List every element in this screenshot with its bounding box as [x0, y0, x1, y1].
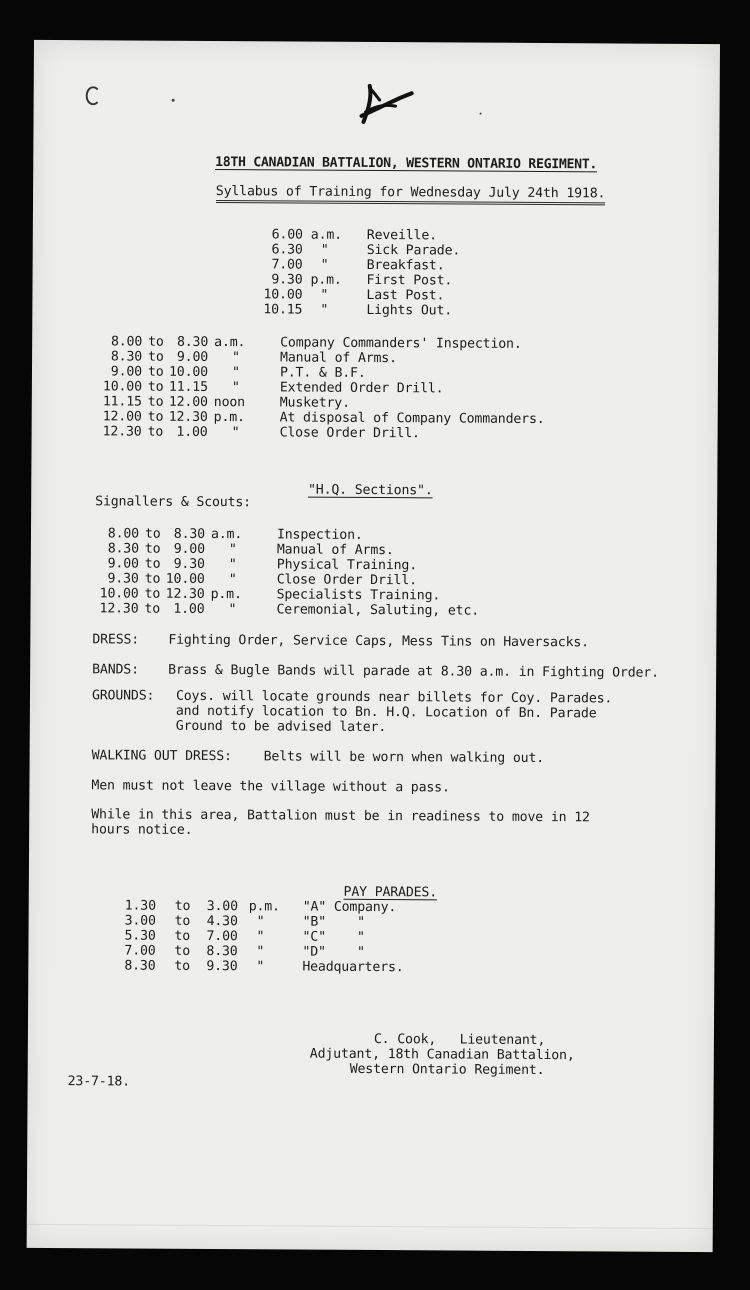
company-schedule-activity: [280, 335, 545, 442]
pay-unit: p.m.: [248, 899, 280, 915]
pay-to: to: [174, 898, 191, 914]
routine-event: Last Post.: [366, 287, 445, 304]
routine-unit: ": [320, 287, 329, 303]
schedule-end: 9.00: [176, 349, 209, 365]
ink-speck: [480, 113, 482, 115]
pay-start: 5.30: [124, 928, 156, 944]
schedule-unit: a.m.: [210, 526, 243, 543]
daily-routine-units: [310, 228, 342, 318]
pay-end: 9.30: [206, 958, 238, 975]
schedule-unit: ": [231, 365, 240, 381]
routine-unit: ": [320, 242, 329, 258]
pay-end: 3.00: [206, 898, 238, 915]
schedule-start: 8.00: [110, 334, 143, 350]
schedule-start: 9.00: [110, 364, 143, 380]
schedule-activity: P.T. & B.F.: [279, 365, 366, 381]
schedule-activity: Extended Order Drill.: [279, 380, 444, 397]
pay-group: Headquarters.: [302, 959, 404, 976]
grounds-line-2: and notify location to Bn. H.Q. Location of Bn. Parade: [175, 703, 597, 722]
pay-unit: ": [256, 944, 265, 960]
schedule-to: to: [144, 541, 161, 557]
schedule-end: 12.30: [165, 586, 205, 602]
schedule-end: 12.30: [168, 409, 208, 425]
signature-line-1: C. Cook, Lieutenant,: [373, 1031, 546, 1049]
pay-to: to: [174, 958, 190, 974]
schedule-unit: p.m.: [213, 410, 245, 426]
schedule-start: 12.30: [99, 601, 139, 617]
pay-to: to: [174, 943, 191, 959]
routine-event: First Post.: [366, 272, 453, 289]
document-subtitle: [169, 169, 606, 217]
pay-end: 7.00: [206, 928, 238, 945]
schedule-end: 10.00: [168, 364, 209, 380]
pay-start: 7.00: [124, 943, 156, 959]
schedule-activity: Manual of Arms.: [280, 350, 397, 367]
pay-start: 3.00: [124, 913, 156, 929]
pay-unit: ": [256, 914, 265, 930]
schedule-to: to: [144, 571, 161, 587]
village-notice: Men must not leave the village without a pass.: [91, 778, 450, 796]
schedule-end: 12.00: [168, 394, 208, 410]
subtitle-text: Syllabus of Training for Wednesday July 24th 1918.: [216, 184, 606, 205]
pay-end: 8.30: [206, 943, 238, 960]
pay-group: "D" ": [302, 944, 365, 960]
schedule-activity: Musketry.: [279, 395, 350, 411]
pencil-mark-icon: [355, 76, 419, 128]
readiness-line-2: hours notice.: [91, 822, 193, 838]
schedule-unit: ": [231, 380, 240, 396]
hq-schedule-start: [98, 526, 139, 616]
schedule-activity: Physical Training.: [276, 557, 418, 574]
schedule-start: 8.30: [107, 541, 139, 557]
schedule-unit: ": [228, 602, 237, 618]
schedule-activity: Inspection.: [276, 527, 363, 543]
pay-unit: ": [256, 929, 265, 945]
schedule-to: to: [144, 526, 161, 542]
hq-schedule-activity: [276, 527, 479, 618]
schedule-start: 8.00: [107, 526, 140, 542]
page-fold: [27, 1224, 713, 1229]
pay-schedule-group: [302, 900, 404, 976]
schedule-start: 11.15: [102, 394, 142, 410]
pay-heading-text: PAY PARADES.: [343, 884, 438, 901]
routine-unit: p.m.: [310, 272, 342, 288]
schedule-to: to: [147, 364, 164, 380]
routine-time: 10.15: [263, 302, 303, 318]
walking-out-dress-text: Belts will be worn when walking out.: [263, 749, 545, 767]
routine-event: Breakfast.: [366, 257, 445, 274]
schedule-to: to: [144, 601, 161, 617]
pay-to: to: [174, 928, 191, 944]
punch-hole: [86, 86, 101, 105]
pay-group: "B" ": [302, 914, 365, 930]
schedule-to: to: [147, 394, 164, 410]
pay-start: 8.30: [124, 958, 156, 974]
schedule-start: 9.00: [107, 556, 139, 572]
pay-unit: ": [256, 959, 265, 975]
schedule-end: 10.00: [165, 571, 205, 587]
pay-to: to: [174, 913, 191, 929]
schedule-unit: a.m.: [214, 335, 246, 351]
schedule-end: 1.00: [173, 601, 205, 617]
hq-schedule-to: [144, 527, 160, 617]
pay-group: "C" ": [302, 929, 365, 945]
grounds-line-3: Ground to be advised later.: [175, 718, 387, 736]
schedule-end: 9.00: [173, 541, 205, 557]
schedule-start: 8.30: [110, 349, 143, 365]
schedule-start: 9.30: [107, 571, 139, 587]
company-schedule-start: [102, 334, 143, 439]
pay-schedule-unit: [248, 899, 280, 974]
pay-end: 4.30: [206, 913, 238, 930]
routine-unit: ": [320, 302, 329, 318]
schedule-activity: Close Order Drill.: [279, 425, 420, 442]
schedule-end: 11.15: [168, 379, 208, 395]
bands-label: BANDS:: [92, 662, 139, 678]
company-schedule-unit: [214, 335, 246, 440]
company-schedule-to: [148, 335, 164, 440]
schedule-activity: Specialists Training.: [276, 587, 441, 604]
routine-time: 6.00: [271, 227, 303, 243]
schedule-unit: ": [231, 425, 240, 441]
pay-schedule-to: [174, 899, 190, 974]
schedule-start: 12.00: [102, 409, 142, 425]
grounds-label: GROUNDS:: [91, 688, 155, 704]
schedule-to: to: [148, 349, 164, 365]
schedule-to: to: [148, 334, 164, 350]
schedule-unit: p.m.: [210, 586, 242, 603]
readiness-line-1: While in this area, Battalion must be in readiness to move in 12: [91, 807, 590, 826]
schedule-end: 8.30: [173, 526, 206, 542]
routine-event: Lights Out.: [366, 302, 453, 319]
schedule-to: to: [147, 424, 164, 440]
pay-schedule-end: [206, 899, 238, 974]
document-date: 23-7-18.: [67, 1074, 131, 1090]
routine-event: Sick Parade.: [366, 242, 461, 259]
routine-time: 9.30: [271, 272, 303, 288]
schedule-to: to: [147, 409, 164, 425]
schedule-start: 10.00: [99, 586, 139, 602]
hq-heading-text: "H.Q. Sections".: [307, 482, 433, 499]
schedule-unit: noon: [213, 395, 246, 411]
daily-routine-events: [366, 228, 460, 319]
ink-speck: [172, 99, 175, 102]
schedule-activity: Company Commanders' Inspection.: [280, 335, 522, 352]
hq-sections-heading: [261, 467, 433, 513]
hq-schedule-unit: [210, 527, 242, 617]
schedule-unit: ": [228, 542, 237, 558]
schedule-end: 1.00: [176, 424, 208, 440]
schedule-start: 10.00: [102, 379, 142, 395]
schedule-unit: ": [228, 572, 237, 588]
schedule-to: to: [144, 556, 161, 572]
schedule-unit: ": [232, 350, 240, 366]
routine-time: 6.30: [271, 242, 303, 258]
schedule-activity: Ceremonial, Saluting, etc.: [276, 602, 480, 619]
schedule-end: 8.30: [176, 334, 209, 350]
bands-text: Brass & Bugle Bands will parade at 8.30 a.m. in Fighting Order.: [168, 662, 659, 681]
pay-group: "A" Company.: [302, 899, 397, 916]
schedule-activity: Close Order Drill.: [276, 572, 417, 589]
routine-time: 7.00: [271, 257, 303, 273]
company-schedule-end: [168, 335, 209, 440]
schedule-activity: Manual of Arms.: [276, 542, 394, 559]
schedule-to: to: [144, 586, 161, 602]
walking-out-dress-label: WALKING OUT DRESS:: [91, 748, 232, 765]
pay-start: 1.30: [124, 898, 156, 914]
daily-routine-times: [262, 227, 303, 317]
schedule-to: to: [147, 379, 164, 395]
schedule-end: 9.30: [173, 556, 205, 572]
document-page: [27, 40, 720, 1252]
schedule-activity: At disposal of Company Commanders.: [279, 410, 545, 428]
grounds-line-1: Coys. will locate grounds near billets for Coy. Parades.: [175, 688, 613, 707]
signature-line-3: Western Ontario Regiment.: [349, 1061, 545, 1079]
routine-unit: ": [320, 257, 329, 273]
title-text: 18TH CANADIAN BATTALION, WESTERN ONTARIO REGIMENT.: [215, 155, 598, 173]
dress-text: Fighting Order, Service Caps, Mess Tins on Haversacks.: [168, 632, 590, 651]
routine-time: 10.00: [263, 287, 303, 303]
pay-schedule-start: [124, 898, 156, 973]
routine-event: Reveille.: [366, 227, 437, 244]
signature-line-2: Adjutant, 18th Canadian Battalion,: [309, 1046, 575, 1064]
signallers-label: Signallers & Scouts:: [95, 494, 252, 511]
schedule-start: 12.30: [102, 424, 142, 440]
routine-unit: a.m.: [310, 227, 343, 243]
schedule-unit: ": [228, 557, 237, 573]
dress-label: DRESS:: [92, 632, 140, 648]
hq-schedule-end: [164, 527, 205, 617]
